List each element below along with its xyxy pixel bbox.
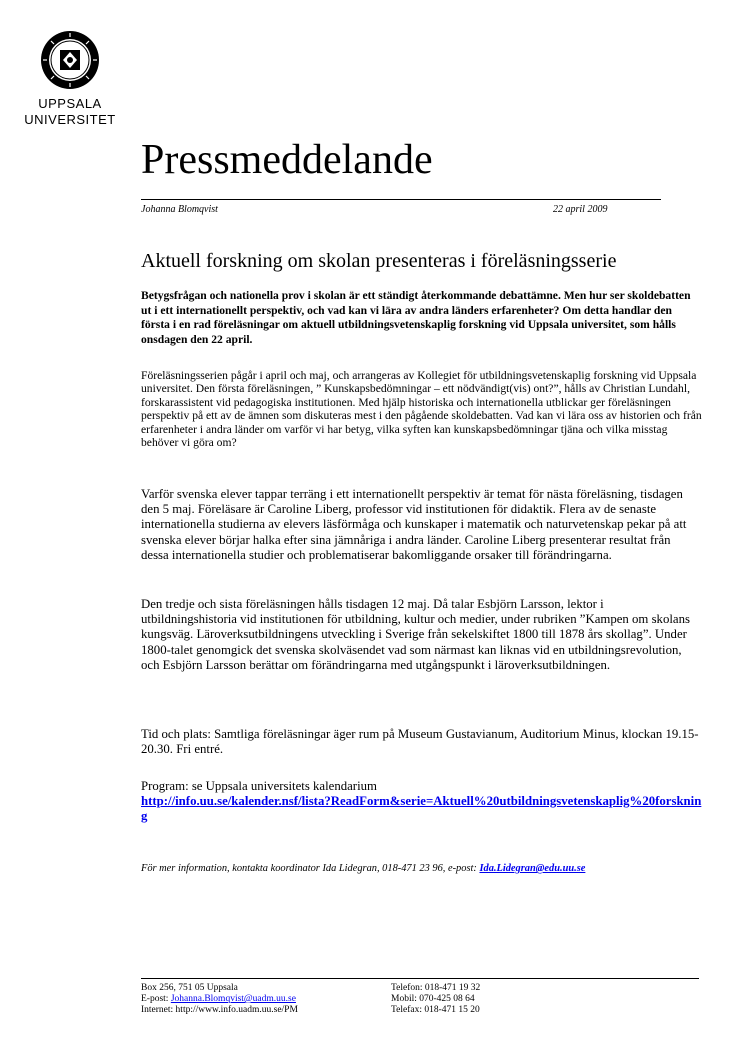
footer-email-line xyxy=(141,994,381,1005)
footer-email-label: E-post: xyxy=(141,994,171,1004)
university-seal-logo xyxy=(40,30,100,90)
author-name: Johanna Blomqvist xyxy=(141,204,218,215)
footer-address: Box 256, 751 05 Uppsala xyxy=(141,983,238,993)
article-lead: Betygsfrågan och nationella prov i skolan är ett ständigt återkommande debattämne. Men hur ser skoldebatten ut i ett internationellt perspektiv, och vad kan vi lära av andra länders erfarenheter? Om detta handlar den första i en rad föreläsningar om aktuell utbildningsvetenskaplig forskning vid Uppsala universitet, som hålls onsdagen den 22 april. xyxy=(141,289,691,346)
university-name xyxy=(0,96,140,128)
footer-fax: Telefax: 018-471 15 20 xyxy=(391,1005,480,1015)
program-label: Program: se Uppsala universitets kalendarium xyxy=(141,779,377,793)
article-paragraph-1: Föreläsningsserien pågår i april och maj, och arrangeras av Kollegiet för utbildningsvetenskaplig forskning vid Uppsala universitet. Den första föreläsningen, ” Kunskapsbedömningar – ett nödvändigt(vis) ont?”, hålls av Christian Lundahl, forskarassistent vid pedagogiska institutionen. Med hjälp historiska och internationella utblickar ger föreläsningen perspektiv på ett av de ämnen som diskuteras mest i den pågående skoldebatten. Vad kan vi lära oss av historien och från erfarenheter i andra länder om varför vi har betyg, vilka syften kan kunskapsbedömningar tjäna och vilka misstag behöver vi göra om? xyxy=(141,369,702,450)
contact-info-text: För mer information, kontakta koordinator Ida Lidegran, 018-471 23 96, e-post: xyxy=(141,863,480,874)
article-paragraph-3: Den tredje och sista föreläsningen hålls tisdagen 12 maj. Då talar Esbjörn Larsson, lektor i utbildningshistoria vid institutionen för utbildning, kultur och medier, under rubriken ”Kampen om skolans kungsväg. Läroverksutbildningens utveckling i Sverige från sekelskiftet 1800 till 1878 års skollag”. Under 1800-talet genomgick det svenska skolväsendet vad som närmast kan liknas vid en utbildningsrevolution, och Esbjörn Larsson berättar om förändringarna med utgångspunkt i läroverksutbildningen. xyxy=(141,597,690,672)
program-calendar-link[interactable]: http://info.uu.se/kalender.nsf/lista?ReadForm&serie=Aktuell%20utbildningsvetenskaplig%20forskning xyxy=(141,794,702,824)
footer-phone-block xyxy=(391,983,591,1016)
article-paragraph-4: Tid och plats: Samtliga föreläsningar äger rum på Museum Gustavianum, Auditorium Minus, klockan 19.15-20.30. Fri entré. xyxy=(141,727,699,757)
article-headline: Aktuell forskning om skolan presenteras i föreläsningsserie xyxy=(141,250,617,272)
article-paragraph-2: Varför svenska elever tappar terräng i ett internationellt perspektiv är temat för nästa föreläsning, tisdagen den 5 maj. Föreläsare är Caroline Liberg, professor vid institutionen för didaktik. Flera av de senaste internationella studierna av elevers läsförmåga och kunskaper i matematik och naturvetenskap pekar på att svenska elever börjar halka efter sina jämnåriga i andra länder. Caroline Liberg presenterar resultat från dessa internationella studier och problematiserar bakomliggande orsaker till förändringarna. xyxy=(141,487,687,562)
footer-mobile: Mobil: 070-425 08 64 xyxy=(391,994,475,1004)
footer-divider xyxy=(141,978,699,979)
byline xyxy=(141,204,661,215)
footer-email-link[interactable]: Johanna.Blomqvist@uadm.uu.se xyxy=(170,994,296,1004)
contact-info xyxy=(141,863,721,874)
publish-date: 22 april 2009 xyxy=(553,204,608,215)
page-title: Pressmeddelande xyxy=(141,137,433,183)
header-divider xyxy=(141,199,661,200)
footer-address-block xyxy=(141,983,381,1016)
contact-email-link[interactable]: Ida.Lidegran@edu.uu.se xyxy=(479,863,586,874)
university-name-line1: UPPSALA xyxy=(38,96,102,111)
footer-phone: Telefon: 018-471 19 32 xyxy=(391,983,481,993)
university-name-line2: UNIVERSITET xyxy=(24,112,116,127)
program-section xyxy=(141,779,706,825)
footer-internet: Internet: http://www.info.uadm.uu.se/PM xyxy=(141,1005,298,1015)
